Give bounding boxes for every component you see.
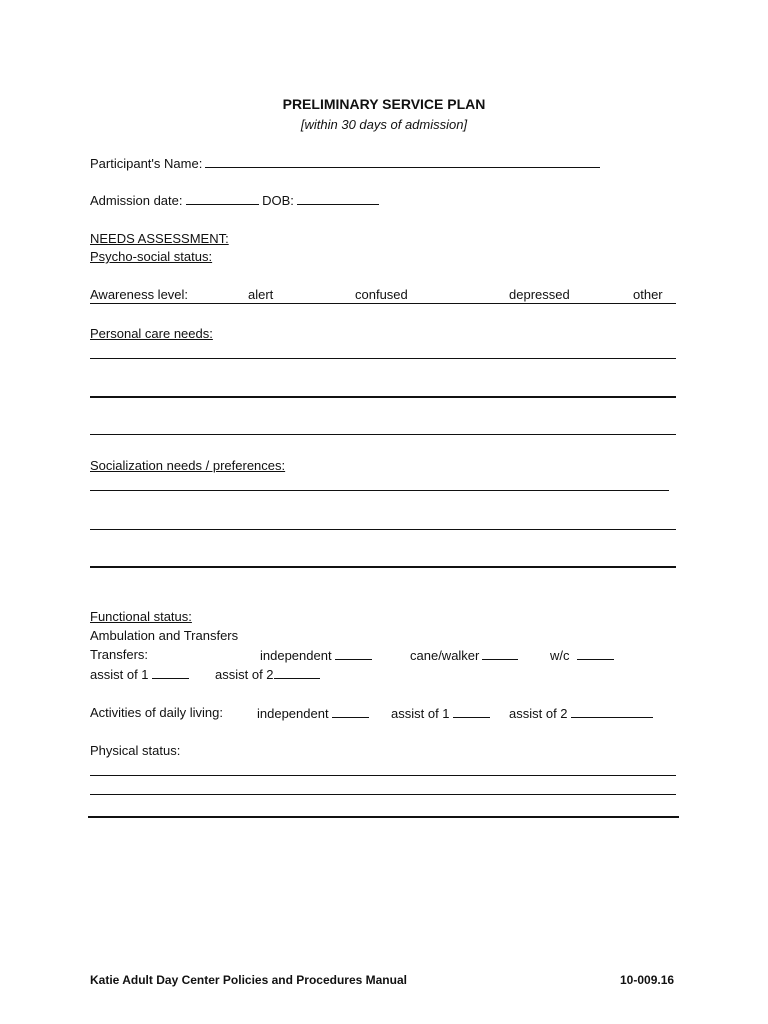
wc-label: w/c bbox=[550, 648, 570, 663]
psycho-social-heading: Psycho-social status: bbox=[90, 249, 213, 264]
participant-name-field[interactable] bbox=[205, 155, 600, 168]
socialization-heading: Socialization needs / preferences: bbox=[90, 458, 286, 473]
adl-independent bbox=[257, 705, 369, 722]
assist-1-field[interactable] bbox=[152, 666, 189, 679]
socialization-line-3[interactable] bbox=[90, 566, 676, 568]
functional-status-heading: Functional status: bbox=[90, 609, 192, 624]
participant-name-row bbox=[90, 155, 600, 172]
adl-assist-1 bbox=[391, 705, 490, 722]
physical-status-heading: Physical status: bbox=[90, 743, 181, 758]
adl-label: Activities of daily living: bbox=[90, 705, 223, 720]
personal-care-line-3[interactable] bbox=[90, 434, 676, 435]
awareness-option-other[interactable]: other bbox=[633, 287, 663, 302]
page-subtitle: [within 30 days of admission] bbox=[300, 117, 468, 132]
adl-independent-label: independent bbox=[257, 706, 329, 721]
adl-assist-2-field[interactable] bbox=[571, 705, 653, 718]
personal-care-line-2[interactable] bbox=[90, 396, 676, 398]
transfers-independent-label: independent bbox=[260, 648, 332, 663]
physical-line-1[interactable] bbox=[90, 775, 676, 776]
transfers-independent-field[interactable] bbox=[335, 647, 372, 660]
awareness-option-alert[interactable]: alert bbox=[248, 287, 274, 302]
awareness-underline bbox=[90, 303, 676, 304]
transfers-assist-1 bbox=[90, 666, 189, 683]
participant-name-label: Participant's Name: bbox=[90, 156, 203, 171]
physical-line-2[interactable] bbox=[90, 794, 676, 795]
footer-manual: Katie Adult Day Center Policies and Procedures Manual bbox=[90, 973, 407, 987]
footer-code: 10-009.16 bbox=[620, 973, 675, 987]
personal-care-heading: Personal care needs: bbox=[90, 326, 213, 341]
needs-assessment-heading: NEEDS ASSESSMENT: bbox=[90, 231, 229, 246]
socialization-line-1[interactable] bbox=[90, 490, 669, 491]
transfers-cane-walker bbox=[410, 647, 518, 664]
personal-care-line-1[interactable] bbox=[90, 358, 676, 359]
transfers-assist-2 bbox=[215, 666, 320, 683]
admission-row bbox=[90, 192, 379, 209]
admission-date-field[interactable] bbox=[186, 192, 259, 205]
awareness-option-confused[interactable]: confused bbox=[355, 287, 408, 302]
page-title: PRELIMINARY SERVICE PLAN bbox=[282, 96, 486, 112]
assist-1-label: assist of 1 bbox=[90, 667, 149, 682]
awareness-option-depressed[interactable]: depressed bbox=[509, 287, 570, 302]
adl-independent-field[interactable] bbox=[332, 705, 369, 718]
cane-walker-label: cane/walker bbox=[410, 648, 480, 663]
dob-field[interactable] bbox=[297, 192, 379, 205]
admission-date-label: Admission date: bbox=[90, 193, 183, 208]
wc-field[interactable] bbox=[577, 647, 614, 660]
assist-2-label: assist of 2 bbox=[215, 667, 274, 682]
transfers-label: Transfers: bbox=[90, 647, 149, 662]
adl-assist-2 bbox=[509, 705, 653, 722]
transfers-independent bbox=[260, 647, 372, 664]
ambulation-heading: Ambulation and Transfers bbox=[90, 628, 239, 643]
awareness-label: Awareness level: bbox=[90, 287, 189, 302]
cane-walker-field[interactable] bbox=[482, 647, 518, 660]
socialization-line-2[interactable] bbox=[90, 529, 676, 530]
dob-label: DOB: bbox=[262, 193, 294, 208]
transfers-wc bbox=[550, 647, 614, 664]
adl-assist-1-field[interactable] bbox=[453, 705, 490, 718]
adl-assist-2-label: assist of 2 bbox=[509, 706, 568, 721]
assist-2-field[interactable] bbox=[274, 666, 320, 679]
physical-line-3[interactable] bbox=[88, 816, 679, 818]
adl-assist-1-label: assist of 1 bbox=[391, 706, 450, 721]
